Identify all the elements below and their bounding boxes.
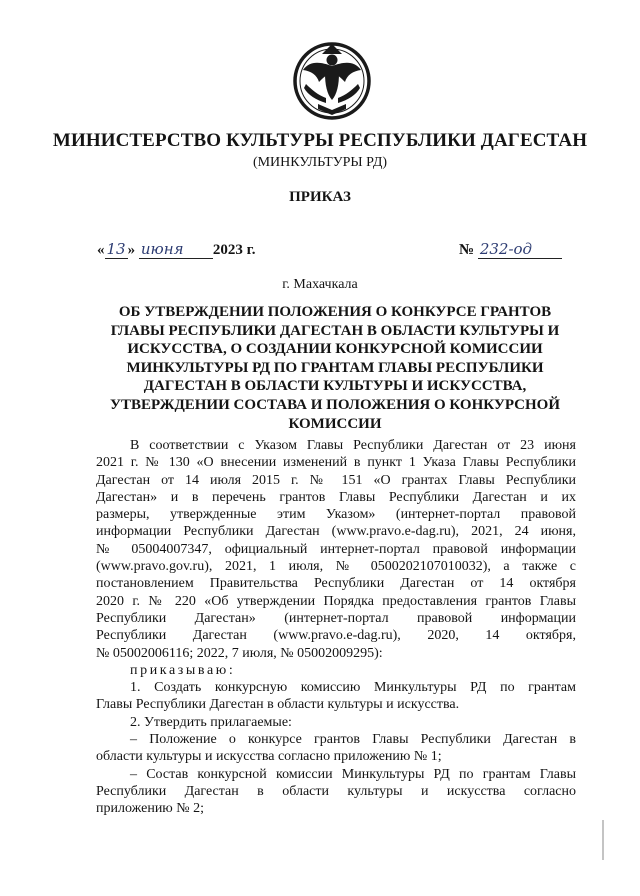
order-number-prefix: № — [459, 242, 475, 258]
body-line: 2020 г. № 220 «Об утверждении Порядка предоставления грантов Главы — [96, 593, 576, 609]
heading-line: ОБ УТВЕРЖДЕНИИ ПОЛОЖЕНИЯ О КОНКУРСЕ ГРАНТОВ — [118, 304, 552, 320]
heading-line: УТВЕРЖДЕНИИ СОСТАВА И ПОЛОЖЕНИЯ О КОНКУРСНОЙ — [109, 396, 561, 413]
date-day: 13 — [106, 240, 126, 258]
body-line: Республики Дагестан» (интернет-портал правовой информации — [96, 610, 576, 626]
body-line: Дагестан» и в перечень грантов Главы Республики Дагестан и их — [96, 489, 576, 505]
body-line: размеры, утвержденные этим Указом» (интернет-портал правовой — [96, 507, 576, 523]
body-line: информации Республики Дагестан (www.pravo.e-dag.ru), 2021, 24 июня, — [96, 524, 576, 540]
body-line: В соответствии с Указом Главы Республики Дагестан от 23 июня — [130, 438, 576, 453]
ministry-short-name: (МИНКУЛЬТУРЫ РД) — [252, 155, 388, 170]
date-month: июня — [139, 240, 213, 259]
order-title: ПРИКАЗ — [289, 189, 351, 205]
date-close-quote: » — [127, 242, 136, 258]
heading-line: МИНКУЛЬТУРЫ РД ПО ГРАНТАМ ГЛАВЫ РЕСПУБЛИКИ — [126, 359, 544, 376]
heading-line: ДАГЕСТАН В ОБЛАСТИ КУЛЬТУРЫ И ИСКУССТВА, — [143, 378, 527, 395]
scan-mark — [600, 820, 606, 860]
body-line: Главы Республики Дагестан в области культуры и искусства. — [96, 697, 460, 713]
order-number — [459, 240, 562, 259]
list-item-1: 1. Создать конкурсную комиссию Минкультуры РД по грантам — [130, 680, 576, 696]
date-year: 2023 г. — [212, 242, 256, 258]
body-line: приложению № 2; — [96, 801, 205, 817]
body-line: Республики Дагестан в области культуры и искусства согласно — [96, 783, 576, 799]
body-line: № 05002006116; 2022, 7 июля, № 05002009295): — [96, 645, 383, 661]
order-word: приказываю: — [130, 662, 236, 678]
heading-line: ГЛАВЫ РЕСПУБЛИКИ ДАГЕСТАН В ОБЛАСТИ КУЛЬТУРЫ И — [110, 322, 560, 339]
order-body — [96, 437, 576, 818]
bullet-item: – Положение о конкурсе грантов Главы Республики Дагестан в — [130, 732, 576, 748]
body-line: Дагестан от 14 июля 2015 г. № 151 «О грантах Главы Республики — [96, 472, 576, 488]
order-heading — [100, 303, 570, 433]
heading-line: КОМИССИИ — [288, 415, 382, 432]
body-line: 2021 г. № 130 «О внесении изменений в пункт 1 Указа Главы Республики — [96, 455, 576, 471]
body-line: № 05004007347, официальный интернет-портал правовой информации — [96, 541, 576, 557]
order-number-value: 232-од — [478, 240, 562, 259]
city: г. Махачкала — [282, 277, 358, 292]
body-line: Республики Дагестан (www.pravo.e-dag.ru), 2020, 14 октября, — [96, 628, 576, 644]
body-line: постановлением Правительства Республики Дагестан от 14 октября — [96, 576, 576, 592]
coat-of-arms-icon — [292, 40, 372, 122]
body-line: области культуры и искусства согласно приложению № 1; — [96, 749, 442, 765]
date-open-quote: « — [97, 242, 105, 258]
heading-line: ИСКУССТВА, О СОЗДАНИИ КОНКУРСНОЙ КОМИССИИ — [127, 341, 543, 358]
bullet-item: – Состав конкурсной комиссии Минкультуры РД по грантам Главы — [130, 766, 576, 782]
list-item-2: 2. Утвердить прилагаемые: — [130, 714, 292, 730]
ministry-name: МИНИСТЕРСТВО КУЛЬТУРЫ РЕСПУБЛИКИ ДАГЕСТАН — [52, 130, 588, 151]
order-date — [97, 240, 255, 259]
body-line: (www.pravo.gov.ru), 2021, 1 июля, № 0500202107010032), а также с — [96, 559, 576, 575]
